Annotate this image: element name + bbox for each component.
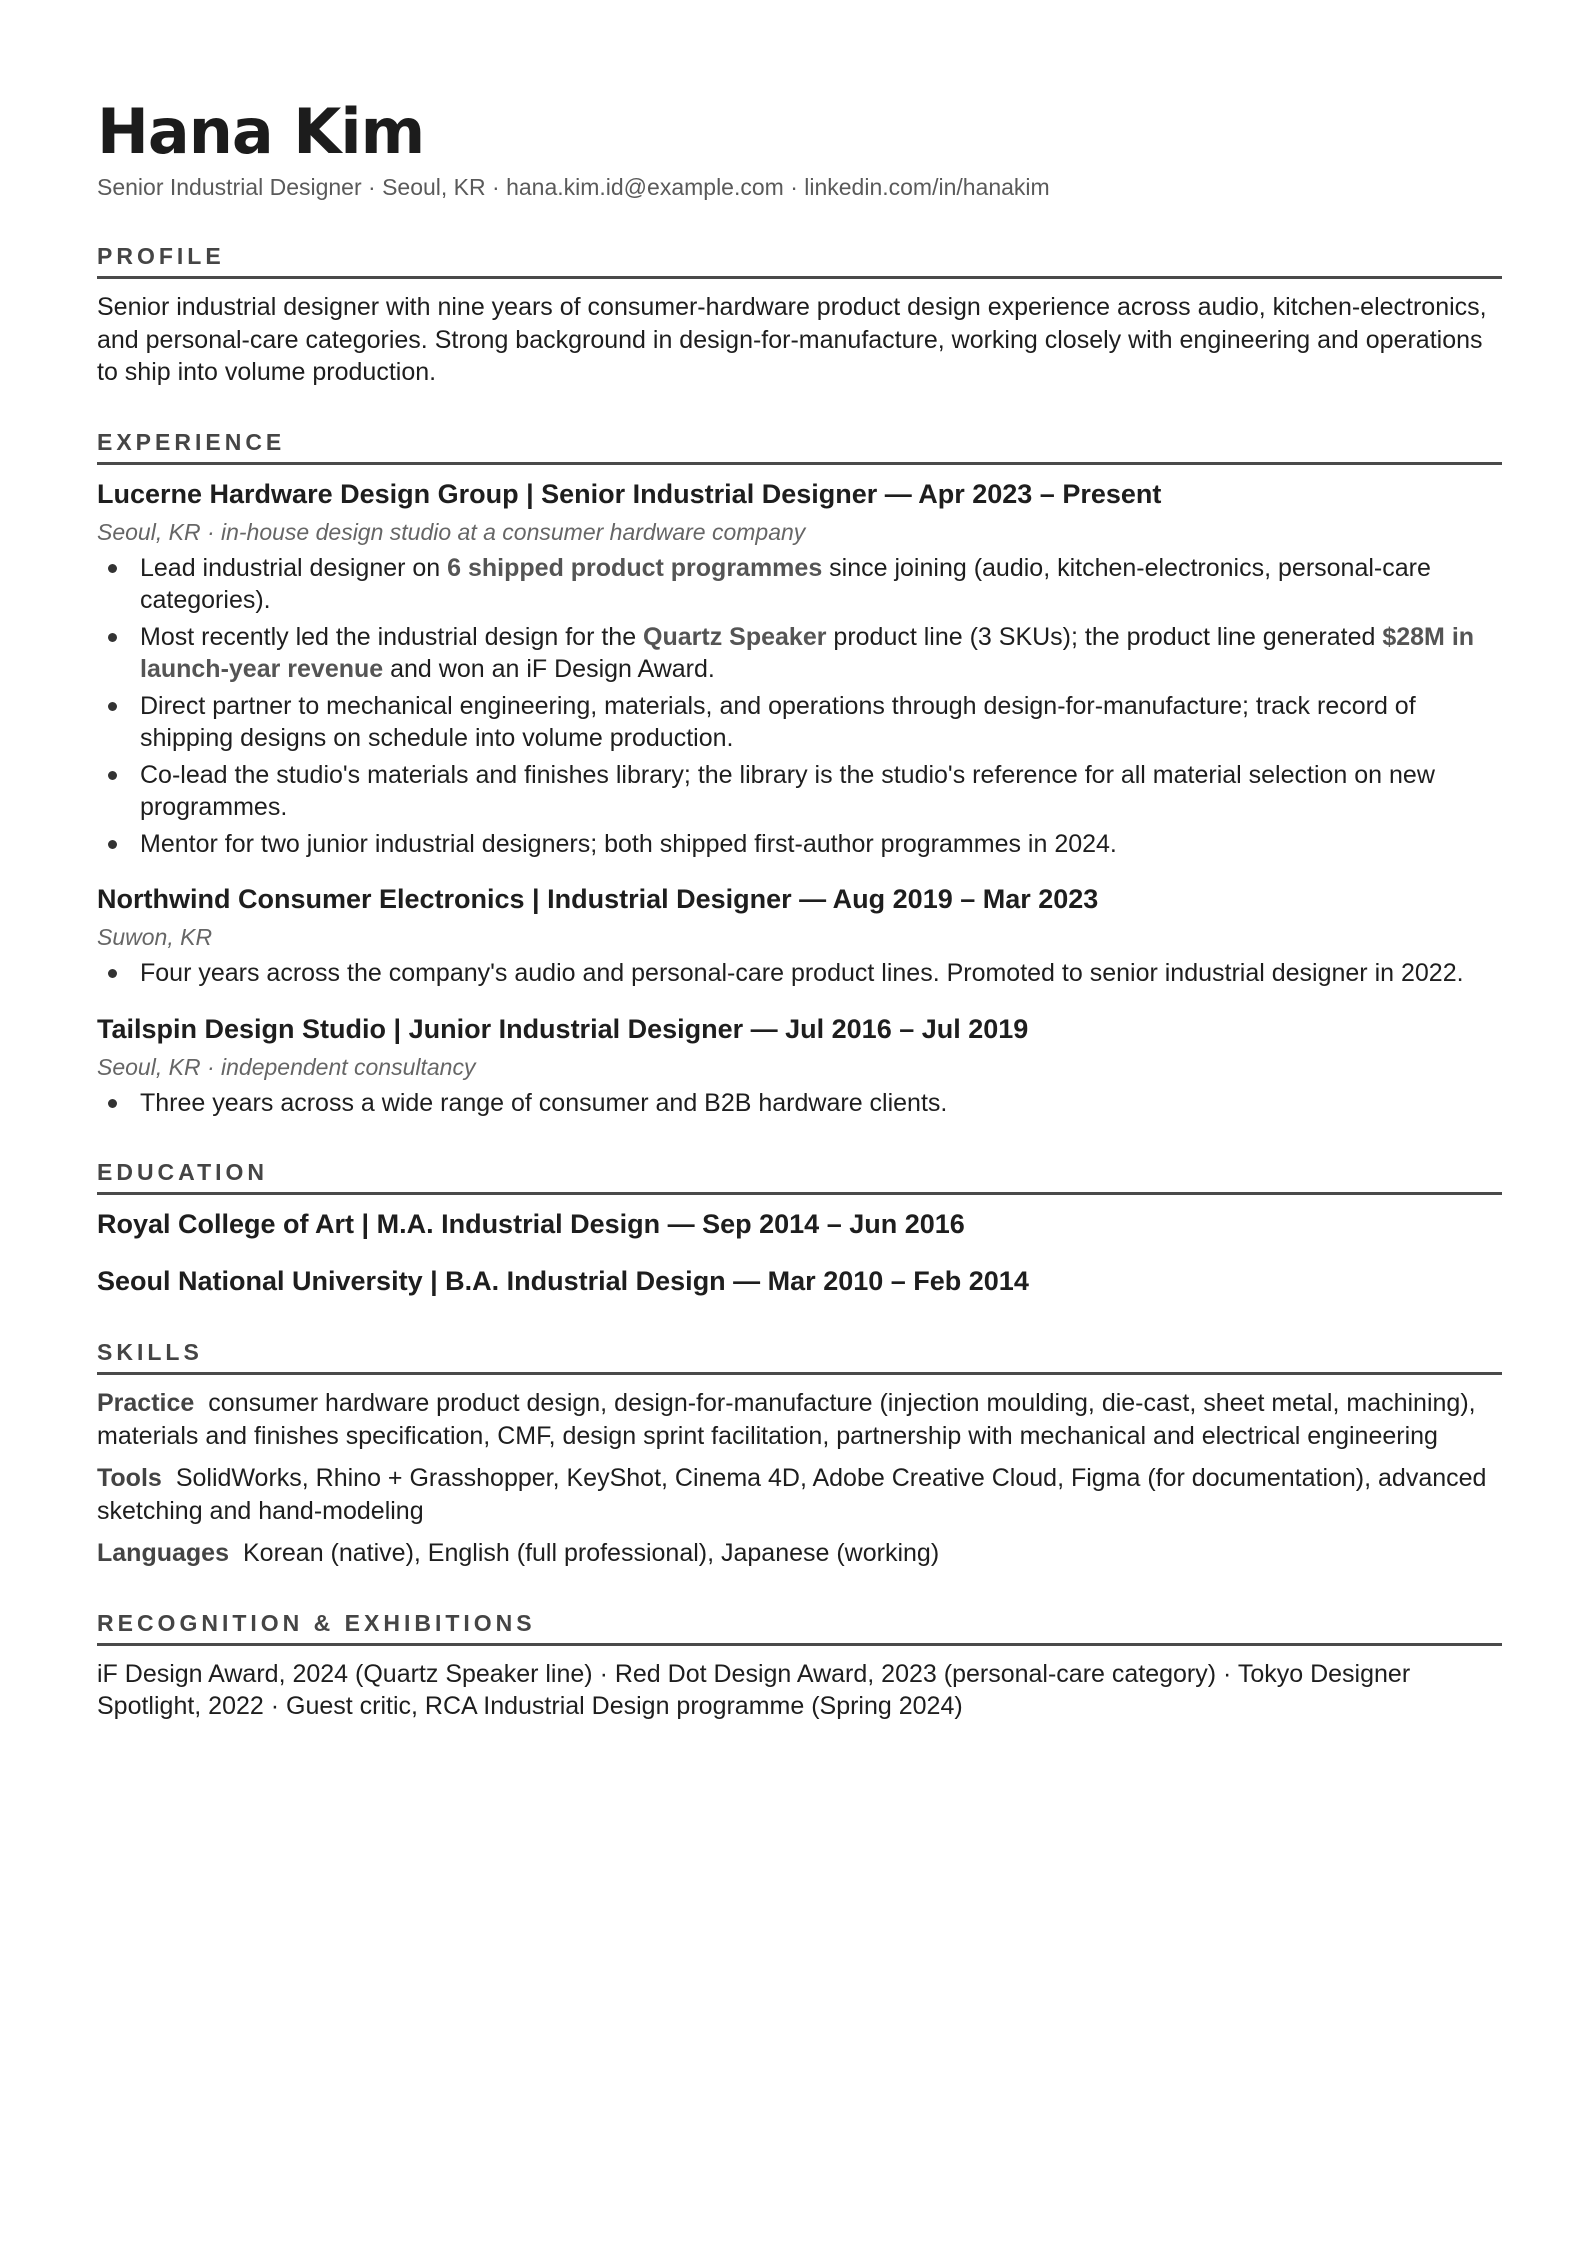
job-list	[97, 477, 1502, 1119]
bullet-text: and won an iF Design Award.	[383, 655, 715, 684]
skill-label: Practice	[97, 1389, 195, 1418]
job-entry	[97, 882, 1502, 989]
section-heading: PROFILE	[97, 243, 1502, 279]
bullet-item	[97, 759, 1502, 824]
bullet-text: Mentor for two junior industrial designers; both shipped first-author programmes in 2024.	[140, 829, 1117, 858]
education-list	[97, 1207, 1502, 1299]
job-entry	[97, 1012, 1502, 1119]
job-meta: Seoul, KR · independent consultancy	[97, 1053, 476, 1080]
skill-group	[97, 1387, 1502, 1452]
bullet-text: since joining (audio, kitchen-electronics, personal-care categories).	[140, 553, 1431, 615]
bullet-text: Lead industrial designer on	[140, 553, 448, 582]
bullet-item	[97, 690, 1502, 755]
section-heading: EXPERIENCE	[97, 429, 1502, 465]
skill-text: SolidWorks, Rhino + Grasshopper, KeyShot, Cinema 4D, Adobe Creative Cloud, Figma (for documentation), advanced sketching and hand-modeling	[97, 1464, 1487, 1525]
skill-text: Korean (native), English (full professional), Japanese (working)	[242, 1539, 940, 1568]
job-bullets	[97, 552, 1502, 861]
experience-section	[97, 429, 1502, 1119]
section-heading: EDUCATION	[97, 1159, 1502, 1195]
bullet-text: Three years across a wide range of consumer and B2B hardware clients.	[140, 1088, 948, 1117]
bullet-icon	[108, 969, 117, 978]
candidate-name: Hana Kim	[97, 95, 425, 168]
bullet-highlight: $28M in launch-year revenue	[140, 622, 1475, 684]
recognition-section	[97, 1610, 1502, 1723]
recognition-text: iF Design Award, 2024 (Quartz Speaker line) · Red Dot Design Award, 2023 (personal-care category) · Tokyo Designer Spotlight, 2022 · Guest critic, RCA Industrial Design programme (Spring 2024)	[97, 1659, 1411, 1721]
job-title: Tailspin Design Studio | Junior Industrial Designer — Jul 2016 – Jul 2019	[97, 1013, 1029, 1044]
bullet-item	[97, 621, 1502, 686]
skill-text: consumer hardware product design, design-for-manufacture (injection moulding, die-cast, sheet metal, machining), materials and finishes specification, CMF, design sprint facilitation, partnership with mechanical and electrical engineering	[97, 1389, 1476, 1450]
bullet-icon	[108, 771, 117, 780]
resume-page	[97, 96, 1502, 1723]
skills-list	[97, 1387, 1502, 1570]
bullet-item	[97, 1087, 1502, 1120]
profile-section	[97, 243, 1502, 389]
job-bullets	[97, 1087, 1502, 1120]
bullet-highlight: Quartz Speaker	[643, 622, 827, 651]
bullet-item	[97, 552, 1502, 617]
bullet-icon	[108, 633, 117, 642]
job-meta: Seoul, KR · in-house design studio at a consumer hardware company	[97, 518, 806, 545]
job-entry	[97, 477, 1502, 860]
skills-section	[97, 1339, 1502, 1570]
job-bullets	[97, 957, 1502, 990]
bullet-item	[97, 828, 1502, 861]
contact-line: Senior Industrial Designer · Seoul, KR · hana.kim.id@example.com · linkedin.com/in/hanakim	[97, 174, 1050, 201]
skill-label: Tools	[97, 1464, 162, 1493]
section-heading: SKILLS	[97, 1339, 1502, 1375]
bullet-text: Four years across the company's audio and personal-care product lines. Promoted to senior industrial designer in 2022.	[140, 959, 1464, 988]
job-title: Northwind Consumer Electronics | Industrial Designer — Aug 2019 – Mar 2023	[97, 884, 1099, 915]
bullet-icon	[108, 840, 117, 849]
bullet-text: product line (3 SKUs); the product line generated	[826, 622, 1383, 651]
skill-label: Languages	[97, 1539, 229, 1568]
job-title: Lucerne Hardware Design Group | Senior Industrial Designer — Apr 2023 – Present	[97, 478, 1162, 509]
bullet-highlight: 6 shipped product programmes	[447, 553, 823, 582]
bullet-icon	[108, 564, 117, 573]
bullet-icon	[108, 1099, 117, 1108]
skill-group	[97, 1462, 1502, 1527]
education-entry: Royal College of Art | M.A. Industrial Design — Sep 2014 – Jun 2016	[97, 1209, 965, 1240]
bullet-text: Co-lead the studio's materials and finishes library; the library is the studio's reference for all material selection on new programmes.	[140, 760, 1435, 822]
profile-summary: Senior industrial designer with nine years of consumer-hardware product design experience across audio, kitchen-electronics, and personal-care categories. Strong background in design-for-manufacture, working closely with engineering and operations to ship into volume production.	[97, 293, 1487, 387]
job-meta: Suwon, KR	[97, 924, 213, 951]
bullet-icon	[108, 702, 117, 711]
skill-group	[97, 1537, 1502, 1570]
section-heading: RECOGNITION & EXHIBITIONS	[97, 1610, 1502, 1646]
bullet-item	[97, 957, 1502, 990]
bullet-text: Direct partner to mechanical engineering, materials, and operations through design-for-manufacture; track record of shipping designs on schedule into volume production.	[140, 691, 1416, 753]
education-entry: Seoul National University | B.A. Industrial Design — Mar 2010 – Feb 2014	[97, 1266, 1029, 1297]
bullet-text: Most recently led the industrial design for the	[140, 622, 644, 651]
education-section	[97, 1159, 1502, 1299]
